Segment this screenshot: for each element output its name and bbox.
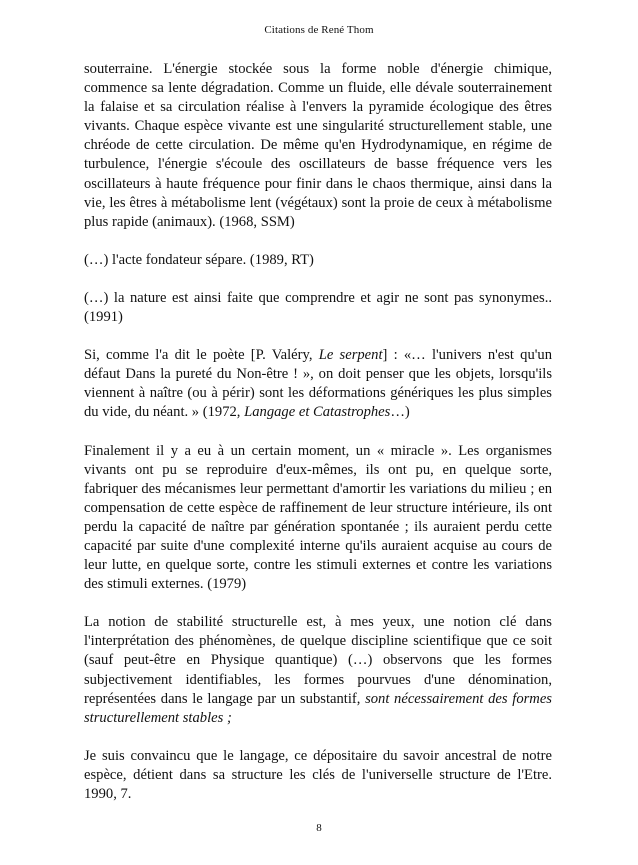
running-header: Citations de René Thom [264,24,374,36]
paragraph-text: ] : «… l'univers n'est qu'un défaut Dans la pureté du Non-être ! », on doit penser que les objets, lorsqu'ils viennent à naître (ou à périr) sont les déformations génériques les plus simples du vide, du néant. » (1972, [84,347,552,421]
body-text [84,60,552,804]
emphasis-italic: sont nécessairement des formes structurellement stables ; [84,690,552,726]
work-title-italic: Langage et Catastrophes [244,404,391,421]
quote-paragraph-2 [84,251,552,270]
quote-paragraph-3 [84,289,552,327]
work-title-italic: Le serpent [318,347,383,364]
paragraph-text: La notion de stabilité structurelle est, à mes yeux, une notion clé dans l'interprétation des phénomènes, de quelque discipline scientifique que ce soit (sauf peut-être en Physique quantique) (…) observons que les formes subjectivement identifiables, les formes pourvues d'une dénomination, représentées dans le langage par un substantif, [84,614,552,707]
paragraph-text: Je suis convaincu que le langage, ce dépositaire du savoir ancestral de notre espèce, détient dans sa structure les clés de l'universelle structure de l'Etre. 1990, 7. [84,747,552,802]
paragraph-text: (…) la nature est ainsi faite que comprendre et agir ne sont pas synonymes.. (1991) [84,289,552,326]
quote-paragraph-7 [84,747,552,804]
quote-paragraph-5 [84,442,552,595]
paragraph-text: Si, comme l'a dit le poète [P. Valéry, [84,347,319,364]
page-number: 8 [316,822,322,834]
quote-paragraph-1 [84,60,552,232]
paragraph-text: (…) l'acte fondateur sépare. (1989, RT) [84,251,314,268]
quote-paragraph-6 [84,613,552,728]
quote-paragraph-4 [84,346,552,422]
paragraph-text: …) [390,404,410,421]
paragraph-text: Finalement il y a eu à un certain moment, un « miracle ». Les organismes vivants ont pu se reproduire d'eux-mêmes, ils ont pu, en quelque sorte, fabriquer des mécanismes leur permettant d'amortir les variations du milieu ; en compensation de cette espèce de raffinement de leur structure intérieure, ils ont perdu la capacité de naître par génération spontanée ; ils auraient perdu cette capacité par suite d'une complexité interne qu'ils auraient acquise au cours de leur lutte, en quelque sorte, contre les stimuli externes et contre les variations des stimuli externes. (1979) [84,442,552,593]
paragraph-text: souterraine. L'énergie stockée sous la forme noble d'énergie chimique, commence sa lente dégradation. Comme un fluide, elle dévale souterrainement la falaise et sa circulation réalise à l'envers la pyramide écologique des êtres vivants. Chaque espèce vivante est une singularité structurellement stable, une chréode de cette circulation. De même qu'en Hydrodynamique, en régime de turbulence, l'énergie s'écoule des oscillateurs de basse fréquence vers les oscillateurs à haute fréquence pour finir dans le chaos thermique, ainsi dans la vie, les êtres à métabolisme lent (végétaux) sont la proie de ceux à métabolisme plus rapide (animaux). (1968, SSM) [84,61,552,230]
